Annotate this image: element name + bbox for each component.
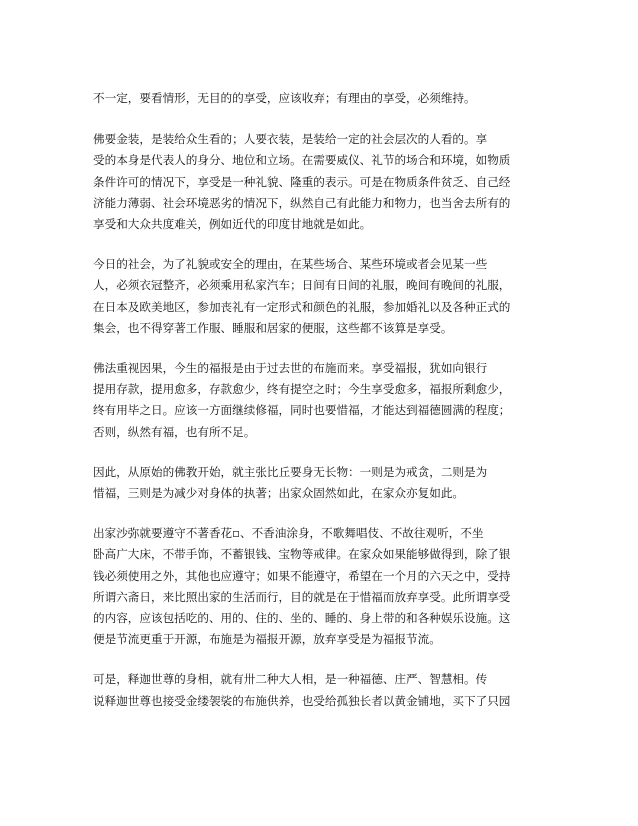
text-line: 佛法重视因果，今生的福报是由于过去世的布施而来。享受福报，犹如向银行 <box>93 361 488 376</box>
text-line: 济能力薄弱、社会环境恶劣的情况下，纵然自己有此能力和物力，也当舍去所有的 <box>93 195 511 210</box>
text-line: 终有用毕之日。应该一方面继续修福，同时也要惜福，才能达到福德圆满的程度； <box>93 403 511 418</box>
text-line: 集会，也不得穿著工作服、睡服和居家的便服，这些都不该算是享受。 <box>93 320 453 335</box>
text-line: 享受和大众共度难关，例如近代的印度甘地就是如此。 <box>93 217 372 232</box>
paragraph-2 <box>93 129 513 235</box>
text-line: 提用存款，提用愈多，存款愈少，终有提空之时；今生享受愈多，福报所剩愈少， <box>93 382 511 397</box>
paragraph-7 <box>93 669 513 711</box>
text-line: 佛要金装，是装给众生看的；人要衣装，是装给一定的社会层次的人看的。享 <box>93 132 488 147</box>
paragraph-4 <box>93 358 513 443</box>
document-page <box>93 88 513 731</box>
text-line: 卧高广大床，不带手饰，不蓄银钱、宝物等戒律。在家众如果能够做得到，除了银 <box>93 547 511 562</box>
text-line: 人，必须衣冠整齐，必须乘用私家汽车；日间有日间的礼服，晚间有晚间的礼服， <box>93 278 511 293</box>
text-line: 条件许可的情况下，享受是一种礼貌、隆重的表示。可是在物质条件贫乏、自己经 <box>93 174 511 189</box>
text-line: 在日本及欧美地区，参加丧礼有一定形式和颜色的礼服，参加婚礼以及各种正式的 <box>93 299 511 314</box>
text-line: 今日的社会，为了礼貌或安全的理由，在某些场合、某些环境或者会见某一些 <box>93 257 488 272</box>
paragraph-1 <box>93 88 513 109</box>
text-line: 说释迦世尊也接受金缕袈裟的布施供养，也受给孤独长者以黄金铺地，买下了只园 <box>93 693 511 708</box>
text-line: 的内容，应该包括吃的、用的、住的、坐的、睡的、身上带的和各种娱乐设施。这 <box>93 611 511 626</box>
paragraph-6 <box>93 523 513 650</box>
text-line: 不一定，要看情形，无目的的享受，应该收弃；有理由的享受，必须维持。 <box>93 91 476 105</box>
text-line: 可是，释迦世尊的身相，就有卅二种大人相，是一种福德、庄严、智慧相。传 <box>93 672 488 687</box>
text-line: 钱必须使用之外，其他也应遵守；如果不能遵守，希望在一个月的六天之中，受持 <box>93 568 511 583</box>
text-line: 受的本身是代表人的身分、地位和立场。在需要威仪、礼节的场合和环境，如物质 <box>93 153 511 168</box>
text-line: 出家沙弥就要遵守不著香花▫、不香油涂身，不歌舞唱伎、不故往观听，不坐 <box>93 526 484 541</box>
paragraph-5 <box>93 462 513 504</box>
text-line: 因此，从原始的佛教开始，就主张比丘要身无长物：一则是为戒贪，二则是为 <box>93 464 488 479</box>
text-line: 所谓六斋日，来比照出家的生活而行，目的就是在于惜福而放弃享受。此所谓享受 <box>93 589 511 604</box>
text-line: 否则，纵然有福，也有所不足。 <box>93 424 256 439</box>
text-line: 便是节流更重于开源，布施是为福报开源，放弃享受是为福报节流。 <box>93 632 441 647</box>
text-line: 惜福，三则是为减少对身体的执著；出家众固然如此，在家众亦复如此。 <box>93 486 465 501</box>
paragraph-3 <box>93 254 513 339</box>
